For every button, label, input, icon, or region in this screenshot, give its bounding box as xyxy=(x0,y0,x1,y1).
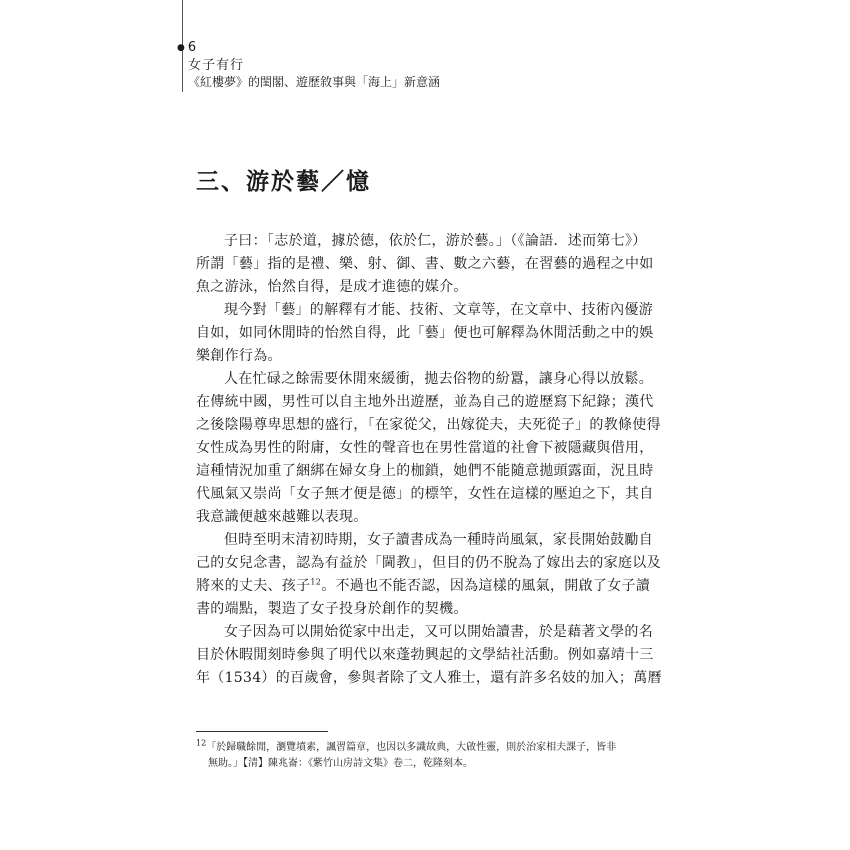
text-fragment: 。不過也不能否認，因為這樣的風氣，開啟了女子讀 xyxy=(321,578,651,594)
footnote-line: 無助。」【清】陳兆崙：《紫竹山房詩文集》卷二，乾隆刻本。 xyxy=(208,758,473,769)
text-line: 書的端點，製造了女子投身於創作的契機。 xyxy=(196,601,468,617)
paragraph xyxy=(196,621,662,690)
footnote-line xyxy=(196,740,656,756)
text-line: 子曰：「志於道，據於德，依於仁，游於藝。」（《論語．述而第七》） xyxy=(224,233,647,249)
section-title: 三、游於藝／憶 xyxy=(196,169,371,195)
footnote xyxy=(196,740,656,772)
text-line: 代風氣又崇尚「女子無才便是德」的標竿，女性在這樣的壓迫之下，其自 xyxy=(196,486,654,502)
book-title: 女子有行 xyxy=(188,58,245,73)
footnote-number: 12 xyxy=(196,738,207,748)
body-text xyxy=(196,230,662,690)
text-line: 但時至明末清初時期，女子讀書成為一種時尚風氣，家長開始鼓勵自 xyxy=(224,532,653,548)
text-line: 之後陰陽尊卑思想的盛行，「在家從父，出嫁從夫，夫死從子」的教條使得 xyxy=(196,417,661,433)
paragraph xyxy=(196,299,652,368)
page-number-text: 6 xyxy=(187,40,197,55)
bullet-icon: ● xyxy=(177,43,185,53)
text-line: 魚之游泳，怡然自得，是成才進德的媒介。 xyxy=(196,279,468,295)
text-line: 女性成為男性的附庸，女性的聲音也在男性當道的社會下被隱藏與借用， xyxy=(196,440,654,456)
text-line: 女子因為可以開始從家中出走，又可以開始讀書，於是藉著文學的名 xyxy=(224,624,653,640)
running-header xyxy=(177,40,440,91)
text-line: 樂創作行為。 xyxy=(196,348,282,364)
text-line xyxy=(196,575,652,598)
text-line: 己的女兒念書，認為有益於「閫教」，但目的仍不脫為了嫁出去的家庭以及 xyxy=(196,555,661,571)
text-line: 所謂「藝」指的是禮、樂、射、御、書、數之六藝，在習藝的過程之中如 xyxy=(196,256,654,272)
book-subtitle: 《紅樓夢》的閨閣、遊歷敘事與「海上」新意涵 xyxy=(188,75,441,89)
paragraph xyxy=(196,529,661,621)
footnote-text: 「於歸職餘閒，瀏覽墳素，諷習篇章，也因以多識故典，大啟性靈，則於治家相夫課子，皆非 xyxy=(206,742,617,753)
text-line: 自如，如同休閒時的怡然自得，此「藝」便也可解釋為休閒活動之中的娛 xyxy=(196,325,654,341)
text-line: 我意識便越來越難以表現。 xyxy=(196,509,368,525)
text-line: 現今對「藝」的解釋有才能、技術、文章等，在文章中、技術內優游 xyxy=(224,302,653,318)
text-line: 年（1534）的百歲會，參與者除了文人雅士，還有許多名妓的加入；萬曆 xyxy=(196,670,662,686)
page-number xyxy=(177,40,440,57)
text-line: 在傳統中國，男性可以自主地外出遊歷，並為自己的遊歷寫下紀錄；漢代 xyxy=(196,394,654,410)
text-line: 人在忙碌之餘需要休閒來緩衝，拋去俗物的紛囂，讓身心得以放鬆。 xyxy=(224,371,653,387)
footnote-marker[interactable]: 12 xyxy=(310,577,322,587)
text-fragment: 將來的丈夫、孩子 xyxy=(196,578,311,594)
paragraph xyxy=(196,230,652,299)
paragraph xyxy=(196,368,661,529)
footnote-divider xyxy=(196,731,328,732)
text-line: 目於休暇閒刻時參與了明代以來蓬勃興起的文學結社活動。例如嘉靖十三 xyxy=(196,647,654,663)
text-line: 這種情況加重了綑綁在婦女身上的枷鎖，她們不能隨意拋頭露面，況且時 xyxy=(196,463,654,479)
